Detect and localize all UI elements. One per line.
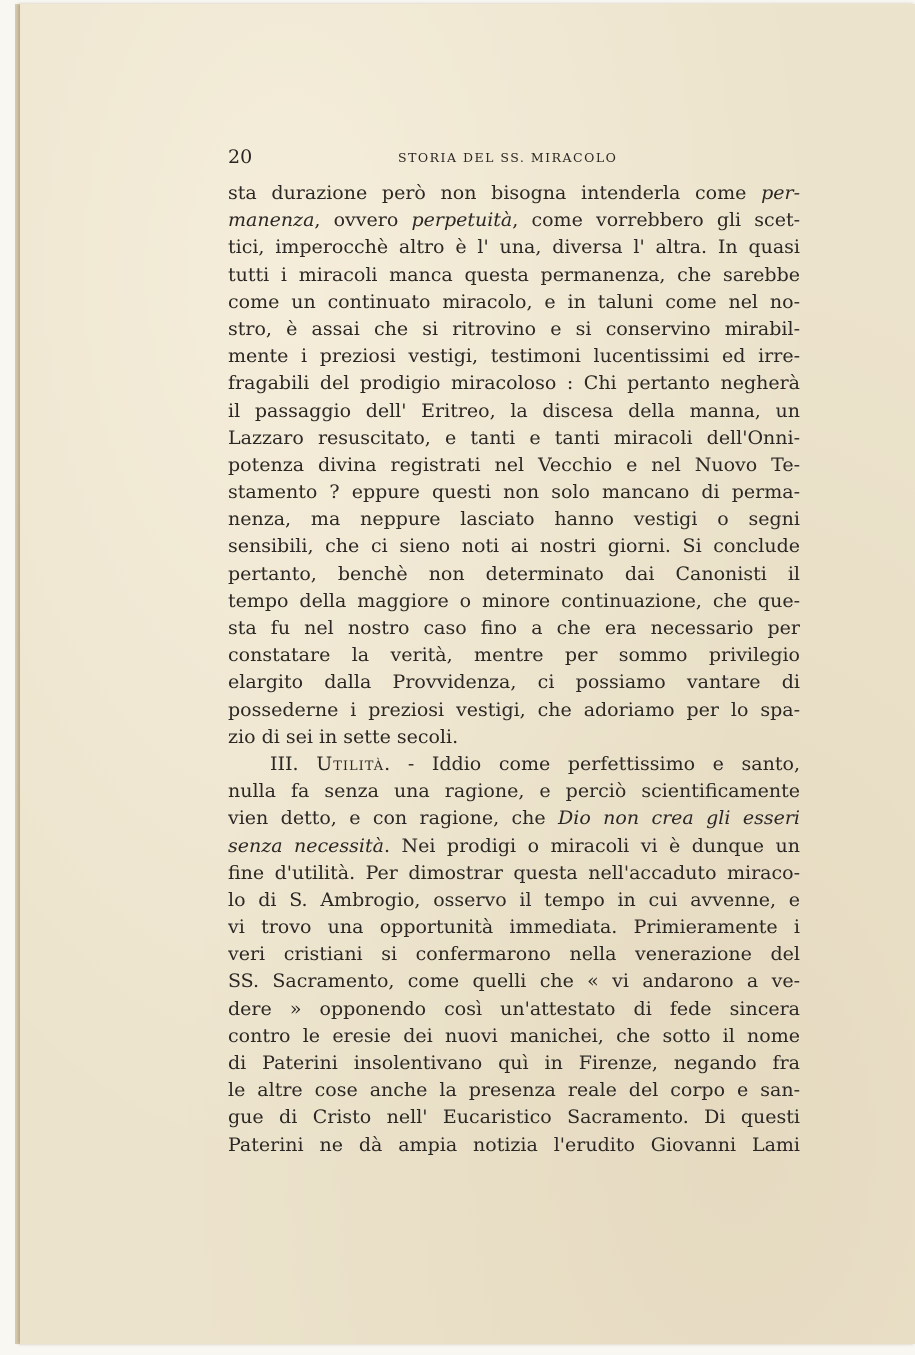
text-line: vi trovo una opportunità immediata. Primieramente i	[228, 916, 800, 939]
text-line: come un continuato miracolo, e in taluni come nel no-	[228, 290, 800, 313]
text-line: stro, è assai che si ritrovino e si conservino mirabil-	[228, 317, 800, 340]
text-line: pertanto, benchè non determinato dai Canonisti il	[228, 562, 800, 585]
text-line: di Paterini insolentivano quì in Firenze, negando fra	[228, 1052, 800, 1074]
page-header	[228, 146, 800, 172]
text-line: gue di Cristo nell' Eucaristico Sacramento. Di questi	[228, 1106, 800, 1129]
text-line: possederne i preziosi vestigi, che adoriamo per lo spa-	[228, 698, 800, 721]
running-title: STORIA DEL SS. MIRACOLO	[398, 150, 618, 165]
text-line: SS. Sacramento, come quelli che « vi andarono a ve-	[228, 970, 800, 993]
text-line: sta fu nel nostro caso fino a che era necessario per	[228, 617, 800, 639]
text-line: constatare la verità, mentre per sommo privilegio	[228, 644, 800, 667]
text-line: tutti i miracoli manca questa permanenza, che sarebbe	[228, 263, 800, 286]
text-line: lo di S. Ambrogio, osservo il tempo in cui avvenne, e	[228, 888, 800, 911]
text-line: stamento ? eppure questi non solo mancano di perma-	[228, 481, 800, 504]
text-line: nenza, ma neppure lasciato hanno vestigi o segni	[228, 508, 800, 531]
body-text	[228, 180, 800, 1159]
text-line: tempo della maggiore o minore continuazione, che que-	[228, 589, 800, 612]
text-line: mente i preziosi vestigi, testimoni lucentissimi ed irre-	[228, 345, 800, 368]
section-title: Utilità	[316, 752, 385, 775]
text-line: tici, imperocchè altro è l' una, diversa l' altra. In quasi	[228, 236, 800, 259]
text-line: sensibili, che ci sieno noti ai nostri giorni. Si conclude	[228, 535, 800, 558]
text-line: senza necessità. Nei prodigi o miracoli vi è dunque un	[228, 834, 800, 857]
text-line: elargito dalla Provvidenza, ci possiamo vantare di	[228, 671, 800, 694]
text-line: vien detto, e con ragione, che Dio non crea gli esseri	[228, 807, 800, 830]
text-line: contro le eresie dei nuovi manichei, che sotto il nome	[228, 1024, 800, 1047]
text-line: sta durazione però non bisogna intenderla come per-	[228, 182, 800, 204]
text-line: fragabili del prodigio miracoloso : Chi pertanto negherà	[228, 372, 800, 395]
text-line: zio di sei in sette secoli.	[228, 725, 459, 748]
text-line: veri cristiani si confermarono nella venerazione del	[228, 943, 800, 966]
text-line: fine d'utilità. Per dimostrar questa nell'accaduto miraco-	[228, 861, 800, 884]
text-line: Paterini ne dà ampia notizia l'erudito Giovanni Lami	[228, 1133, 800, 1156]
text-line: potenza divina registrati nel Vecchio e nel Nuovo Te-	[228, 453, 800, 476]
text-line: le altre cose anche la presenza reale del corpo e san-	[228, 1079, 800, 1102]
text-line: Lazzaro resuscitato, e tanti e tanti miracoli dell'Onni-	[228, 426, 800, 449]
text-line: manenza, ovvero perpetuità, come vorrebbero gli scet-	[228, 209, 800, 232]
section-heading-line: III. Utilità. - Iddio come perfettissimo e santo,	[270, 752, 800, 775]
page-number: 20	[228, 146, 253, 168]
text-line: il passaggio dell' Eritreo, la discesa della manna, un	[228, 399, 800, 422]
text-line: dere » opponendo così un'attestato di fede sincera	[228, 997, 800, 1020]
text-line: nulla fa senza una ragione, e perciò scientificamente	[228, 780, 800, 803]
